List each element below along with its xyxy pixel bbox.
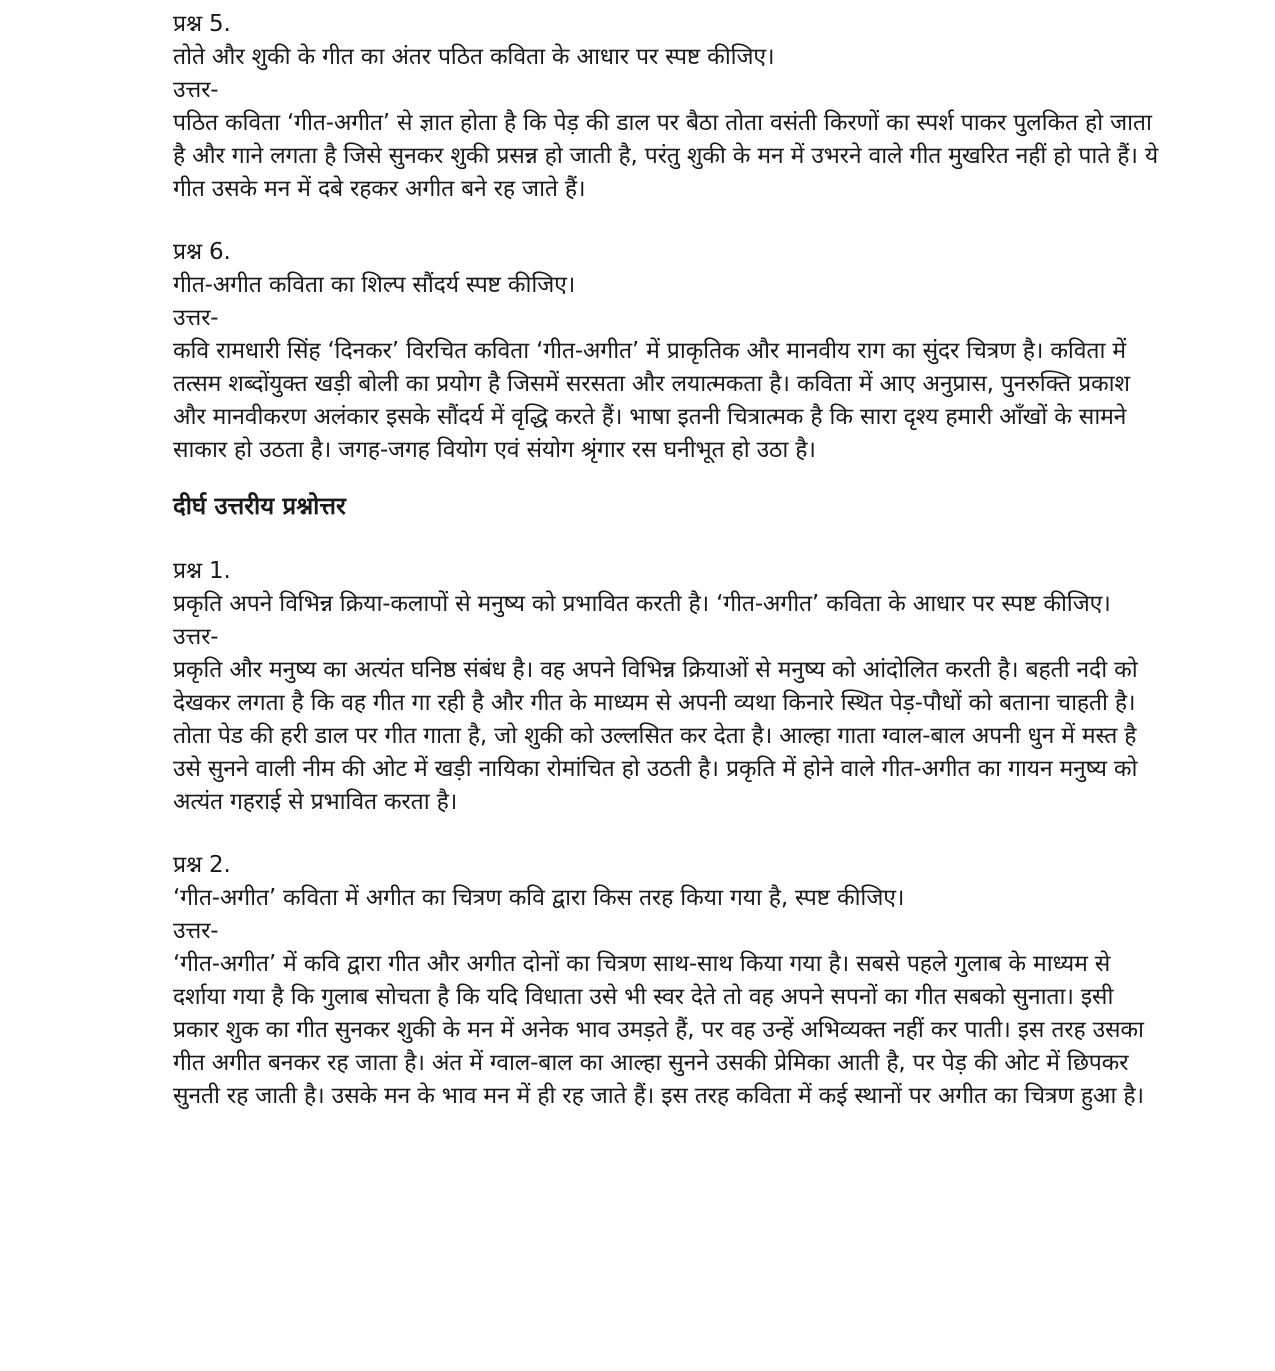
question-label: प्रश्न 1. [173, 558, 231, 584]
document-page [173, 8, 1158, 1113]
question-text: ‘गीत-अगीत’ कविता में अगीत का चित्रण कवि द्वारा किस तरह किया गया है, स्पष्ट कीजिए। [173, 885, 905, 911]
spacer [173, 819, 1158, 849]
question-label: प्रश्न 2. [173, 852, 231, 878]
question-label: प्रश्न 5. [173, 11, 231, 37]
answer-label: उत्तर- [173, 918, 219, 944]
answer-text: कवि रामधारी सिंह ‘दिनकर’ विरचित कविता ‘गीत-अगीत’ में प्राकृतिक और मानवीय राग का सुंदर चित्रण है। कविता में तत्सम शब्दोंयुक्त खड़ी बोली का प्रयोग है जिसमें सरसता और लयात्मकता है। कविता में आए अनुप्रास, पुनरुक्ति प्रकाश और मानवीकरण अलंकार इसके सौंदर्य में वृद्धि करते हैं। भाषा इतनी चित्रात्मक है कि सारा दृश्य हमारी आँखों के सामने साकार हो उठता है। जगह-जगह वियोग एवं संयोग श्रृंगार रस घनीभूत हो उठा है। [173, 338, 1130, 463]
answer-text: पठित कविता ‘गीत-अगीत’ से ज्ञात होता है कि पेड़ की डाल पर बैठा तोता वसंती किरणों का स्पर्श पाकर पुलकित हो जाता है और गाने लगता है जिसे सुनकर शुकी प्रसन्न हो जाती है, परंतु शुकी के मन में उभरने वाले गीत मुखरित नहीं हो पाते हैं। ये गीत उसके मन में दबे रहकर अगीत बने रह जाते हैं। [173, 110, 1158, 202]
long-question-block-2 [173, 849, 1158, 1113]
answer-label: उत्तर- [173, 77, 219, 103]
spacer [173, 467, 1158, 489]
question-text: तोते और शुकी के गीत का अंतर पठित कविता के आधार पर स्पष्ट कीजिए। [173, 44, 775, 70]
question-block-6 [173, 236, 1158, 467]
section-heading: दीर्घ उत्तरीय प्रश्नोत्तर [173, 492, 346, 520]
spacer [173, 523, 1158, 555]
answer-label: उत्तर- [173, 305, 219, 331]
question-text: प्रकृति अपने विभिन्न क्रिया-कलापों से मनुष्य को प्रभावित करती है। ‘गीत-अगीत’ कविता के आधार पर स्पष्ट कीजिए। [173, 591, 1111, 617]
question-text: गीत-अगीत कविता का शिल्प सौंदर्य स्पष्ट कीजिए। [173, 272, 576, 298]
spacer [173, 206, 1158, 236]
answer-text: ‘गीत-अगीत’ में कवि द्वारा गीत और अगीत दोनों का चित्रण साथ-साथ किया गया है। सबसे पहले गुलाब के माध्यम से दर्शाया गया है कि गुलाब सोचता है कि यदि विधाता उसे भी स्वर देते तो वह अपने सपनों का गीत सबको सुनाता। इसी प्रकार शुक का गीत सुनकर शुकी के मन में अनेक भाव उमड़ते हैं, पर वह उन्हें अभिव्यक्त नहीं कर पाती। इस तरह उसका गीत अगीत बनकर रह जाता है। अंत में ग्वाल-बाल का आल्हा सुनने उसकी प्रेमिका आती है, पर पेड़ की ओट में छिपकर सुनती रह जाती है। उसके मन के भाव मन में ही रह जाते हैं। इस तरह कविता में कई स्थानों पर अगीत का चित्रण हुआ है। [173, 951, 1144, 1109]
answer-label: उत्तर- [173, 624, 219, 650]
question-block-5 [173, 8, 1158, 206]
question-label: प्रश्न 6. [173, 239, 231, 265]
long-question-block-1 [173, 555, 1158, 819]
answer-text: प्रकृति और मनुष्य का अत्यंत घनिष्ठ संबंध है। वह अपने विभिन्न क्रियाओं से मनुष्य को आंदोलित करती है। बहती नदी को देखकर लगता है कि वह गीत गा रही है और गीत के माध्यम से अपनी व्यथा किनारे स्थित पेड़-पौधों को बताना चाहती है। तोता पेड की हरी डाल पर गीत गाता है, जो शुकी को उल्लसित कर देता है। आल्हा गाता ग्वाल-बाल अपनी धुन में मस्त है उसे सुनने वाली नीम की ओट में खड़ी नायिका रोमांचित हो उठती है। प्रकृति में होने वाले गीत-अगीत का गायन मनुष्य को अत्यंत गहराई से प्रभावित करता है। [173, 657, 1138, 815]
